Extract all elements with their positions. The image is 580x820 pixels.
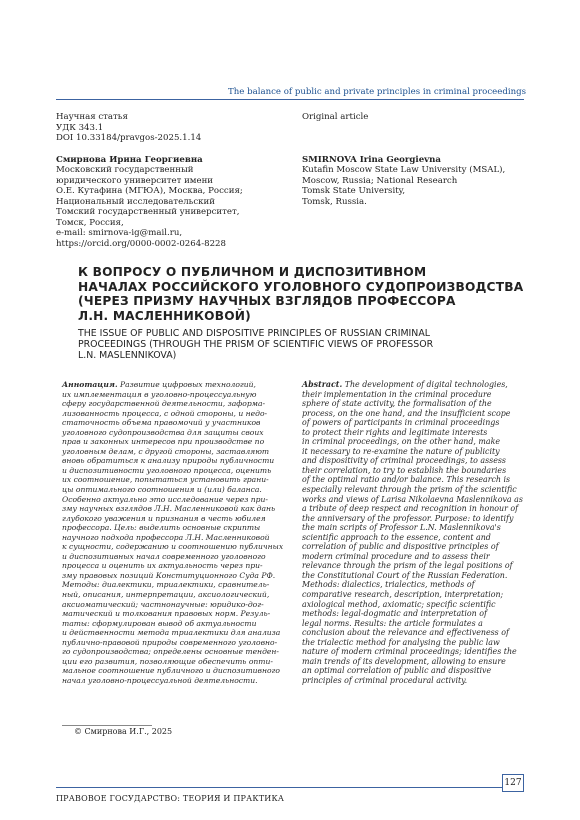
abstract-en-first-text: The development of digital technologies, [342, 380, 508, 389]
title-en [78, 328, 508, 362]
text-line: профессора. Цель: выделить основные скрипты [62, 523, 261, 533]
text-line: legal norms. Results: the article formulates a [302, 618, 483, 628]
text-line: and dispositivity of criminal proceedings, to assess [302, 456, 506, 466]
footer-rule [56, 787, 502, 788]
text-line: сферу государственной деятельности, заформа- [62, 399, 266, 409]
text-line: Томский государственный университет, [56, 207, 240, 217]
text-line: процесса и оценить их актуальность через при- [62, 561, 263, 571]
text-line: к сущности, содержанию и соотношению публичных [62, 542, 284, 552]
text-line: axiological method, axiomatic; specific scientific [302, 599, 496, 609]
text-line: статочность объема правомочий у участников [62, 418, 261, 428]
abstract-en [302, 380, 524, 686]
text-line: the trialectic method for analysing the public law [302, 637, 500, 647]
text-line: modern criminal procedure and to assess their [302, 551, 490, 561]
text-line: Методы: диалектики, триалектики, сравнитель- [62, 580, 270, 590]
abstract-ru-first-text: Развитие цифровых технологий, [117, 380, 256, 389]
text-line: a tribute of deep respect and recognition in honour of [302, 504, 519, 514]
text-line: научного подхода профессора Л.Н. Масленниковой [62, 532, 270, 542]
abstract-ru-body [62, 390, 290, 686]
text-line: their implementation in the criminal procedure [302, 389, 492, 399]
header-rule [56, 99, 524, 100]
text-line: начал уголовно-процессуальной деятельности. [62, 675, 258, 685]
text-line: аксиоматический; частнонаучные: юридико-дог- [62, 599, 264, 609]
text-line: зму научных взглядов Л.Н. Масленниковой как дань [62, 504, 276, 514]
text-line: THE ISSUE OF PUBLIC AND DISPOSITIVE PRINCIPLES OF RUSSIAN CRIMINAL [78, 328, 430, 339]
text-line: methods: legal-dogmatic and interpretation of [302, 609, 487, 619]
text-line: main trends of its development, allowing to ensure [302, 656, 506, 666]
text-line: Московский государственный [56, 165, 194, 175]
text-line: nature of modern criminal proceedings; identifies the [302, 647, 517, 657]
meta-en [302, 112, 505, 207]
text-line: Tomsk, Russia. [302, 196, 367, 207]
affiliation-en [302, 165, 505, 207]
journal-title: ПРАВОВОЕ ГОСУДАРСТВО: ТЕОРИЯ И ПРАКТИКА [56, 794, 285, 803]
text-line: уголовного судопроизводства для защиты своих [62, 427, 264, 437]
abstract-ru [62, 380, 290, 686]
text-line: матический и толкования правовых норм. Резуль- [62, 609, 271, 619]
text-line: таты: сформулирован вывод об актуальности [62, 618, 257, 628]
abstract-ru-first-line [62, 380, 290, 390]
text-line: Methods: dialectics, trialectics, methods of [302, 580, 475, 590]
text-line: the Constitutional Court of the Russian Federation. [302, 570, 508, 580]
doi: DOI 10.33184/pravgos-2025.1.14 [56, 133, 202, 143]
text-line: их имплементация в уголовно-процессуальную [62, 389, 257, 399]
text-line: L.N. MASLENNIKOVA) [78, 350, 177, 362]
text-line: зму правовых позиций Конституционного Суда РФ. [62, 570, 276, 580]
text-line: comparative research, description, interpretation; [302, 590, 504, 600]
text-line: юридического университет имени [56, 175, 214, 186]
text-line: вновь обратиться к анализу природы публичности [62, 456, 275, 466]
page-number: 127 [502, 774, 524, 792]
text-line: Л.Н. МАСЛЕННИКОВОЙ) [78, 308, 251, 323]
text-line: of the optimal ratio and/or balance. This research is [302, 475, 511, 485]
text-line: Moscow, Russia; National Research [302, 175, 458, 186]
text-line: уголовным делам, с другой стороны, заставляют [62, 446, 270, 456]
article-type-en: Original article [302, 112, 369, 122]
text-line: К ВОПРОСУ О ПУБЛИЧНОМ И ДИСПОЗИТИВНОМ [78, 265, 427, 279]
text-line: О.Е. Кутафина (МГЮА), Москва, Россия; [56, 186, 243, 196]
text-line: it necessary to re-examine the nature of publicity [302, 446, 500, 456]
text-line: го судопроизводства; определены основные тенден- [62, 647, 279, 657]
text-line: и действенности метода триалектики для анализа [62, 628, 281, 638]
text-line: principles of criminal procedural activity. [302, 675, 468, 685]
text-line: correlation of public and dispositive principles of [302, 542, 499, 552]
affiliation-ru [56, 165, 243, 249]
text-line: https://orcid.org/0000-0002-0264-8228 [56, 238, 226, 249]
copyright-rule [62, 725, 152, 726]
text-line: НАЧАЛАХ РОССИЙСКОГО УГОЛОВНОГО СУДОПРОИЗВОДСТВА [78, 279, 524, 294]
text-line: especially relevant through the prism of the scientific [302, 485, 517, 495]
text-line: an optimal correlation of public and dispositive [302, 666, 492, 676]
text-line: of powers of participants in criminal proceedings [302, 418, 500, 428]
text-line: PROCEEDINGS (THROUGH THE PRISM OF SCIENTIFIC VIEWS OF PROFESSOR [78, 339, 434, 351]
text-line: relevance through the prism of the legal positions of [302, 561, 513, 571]
author-name-en: SMIRNOVA Irina Georgievna [302, 154, 441, 165]
text-line: Kutafin Moscow State Law University (MSAL), [302, 165, 506, 175]
text-line: Национальный исследовательский [56, 196, 216, 207]
text-line: in criminal proceedings, on the other hand, make [302, 437, 501, 447]
text-line: their correlation, to try to establish the boundaries [302, 465, 507, 475]
text-line: лизованность процесса, с одной стороны, и недо- [62, 408, 268, 418]
text-line: и диспозитивных начал современного уголовного [62, 551, 266, 561]
text-line: to protect their rights and legitimate interests [302, 427, 488, 437]
text-line: conclusion about the relevance and effectiveness of [302, 628, 509, 638]
text-line: цы оптимального соотношения и (или) баланса. [62, 485, 262, 495]
title-ru [78, 265, 524, 323]
abstract-en-first-line [302, 380, 524, 390]
text-line: works and views of Larisa Nikolaevna Maslennikova as [302, 494, 523, 504]
running-title: The balance of public and private principles in criminal proceedings [228, 87, 527, 97]
abstract-en-label: Abstract. [302, 380, 343, 389]
udk: УДК 343.1 [56, 122, 104, 133]
text-line: sphere of state activity, the formalisation of the [302, 399, 492, 409]
meta-ru [56, 112, 243, 249]
text-line: scientific approach to the essence, content and [302, 532, 491, 542]
text-line: Томск, Россия, [56, 217, 124, 228]
text-line: их соотношение, попытаться установить грани- [62, 475, 269, 485]
text-line: Особенно актуально это исследование через при- [62, 494, 268, 504]
text-line: the anniversary of the professor. Purpose: to identify [302, 513, 514, 523]
text-line: и диспозитивности уголовного процесса, оценить [62, 465, 272, 475]
text-line: публично-правовой природы современного уголовно- [62, 637, 278, 647]
copyright: © Смирнова И.Г., 2025 [74, 727, 173, 736]
article-type-ru: Научная статья [56, 112, 128, 122]
text-line: process, on the one hand, and the insufficient scope [302, 408, 511, 418]
text-line: e-mail: smirnova-ig@mail.ru, [56, 228, 183, 238]
text-line: (ЧЕРЕЗ ПРИЗМУ НАУЧНЫХ ВЗГЛЯДОВ ПРОФЕССОРА [78, 294, 456, 308]
text-line: глубокого уважения и признания в честь юбилея [62, 513, 266, 523]
abstract-en-body [302, 390, 524, 686]
text-line: ции его развития, позволяющие обеспечить опти- [62, 656, 273, 666]
text-line: Tomsk State University, [302, 186, 406, 196]
text-line: прав и законных интересов при производстве по [62, 437, 265, 447]
text-line: ный, описания, интерпретации, аксиологический, [62, 590, 270, 600]
text-line: the main scripts of Professor L.N. Maslennikova's [302, 523, 501, 533]
text-line: мальное соотношение публичного и диспозитивного [62, 666, 280, 676]
author-name-ru: Смирнова Ирина Георгиевна [56, 154, 203, 165]
abstract-ru-label: Аннотация. [62, 380, 118, 389]
